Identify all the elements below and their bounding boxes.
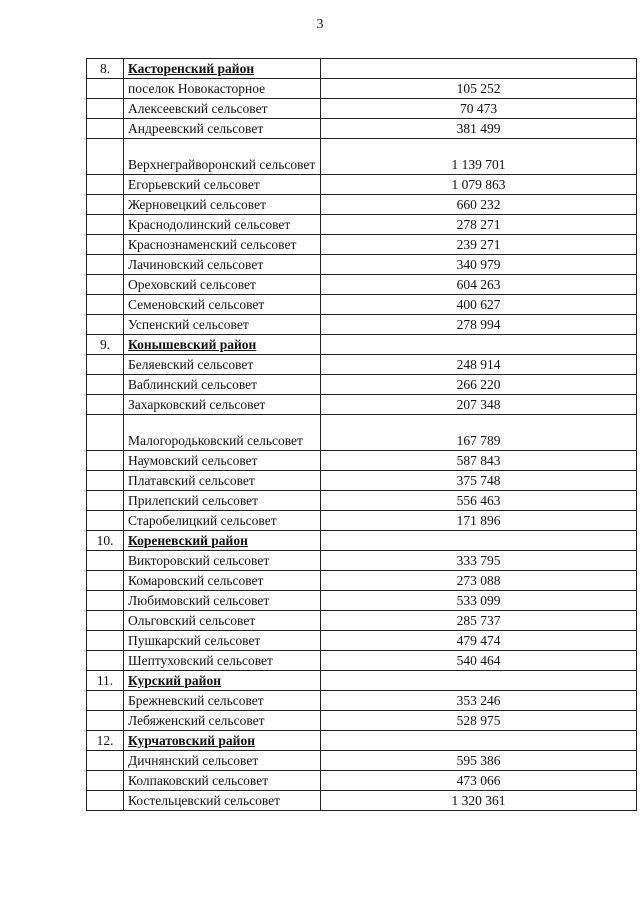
table-row: [87, 491, 637, 511]
settlement-name: Пушкарский сельсовет: [124, 631, 321, 651]
settlement-name: Захарковский сельсовет: [124, 395, 321, 415]
settlement-name: Верхнеграйворонский сельсовет: [124, 139, 321, 175]
amount-value: 1 139 701: [321, 139, 637, 175]
row-number: [87, 611, 124, 631]
settlement-name: Костельцевский сельсовет: [124, 791, 321, 811]
table-row: [87, 315, 637, 335]
table-row: [87, 235, 637, 255]
row-number: [87, 235, 124, 255]
district-row: [87, 731, 637, 751]
table-row: [87, 395, 637, 415]
district-name: Касторенский район: [124, 59, 321, 79]
amount-value: 266 220: [321, 375, 637, 395]
settlement-name: Колпаковский сельсовет: [124, 771, 321, 791]
amount-value: [321, 335, 637, 355]
settlement-name: Малогородьковский сельсовет: [124, 415, 321, 451]
settlement-name: Ореховский сельсовет: [124, 275, 321, 295]
row-number: [87, 551, 124, 571]
amount-value: 604 263: [321, 275, 637, 295]
settlement-name: Егорьевский сельсовет: [124, 175, 321, 195]
row-number: [87, 451, 124, 471]
row-number: [87, 471, 124, 491]
table-row: [87, 79, 637, 99]
settlement-name: Андреевский сельсовет: [124, 119, 321, 139]
table-row: [87, 175, 637, 195]
amount-value: 473 066: [321, 771, 637, 791]
row-number: [87, 119, 124, 139]
table-row: [87, 375, 637, 395]
amount-value: 278 271: [321, 215, 637, 235]
amount-value: [321, 731, 637, 751]
amount-value: 479 474: [321, 631, 637, 651]
table-row: [87, 591, 637, 611]
amount-value: [321, 671, 637, 691]
table-row: [87, 195, 637, 215]
row-number: [87, 651, 124, 671]
row-number: [87, 275, 124, 295]
table-row: [87, 99, 637, 119]
settlement-name: Беляевский сельсовет: [124, 355, 321, 375]
settlement-name: Лебяженский сельсовет: [124, 711, 321, 731]
table-row: [87, 611, 637, 631]
district-row: [87, 531, 637, 551]
amount-value: 1 079 863: [321, 175, 637, 195]
table-row: [87, 631, 637, 651]
amount-value: 285 737: [321, 611, 637, 631]
amount-value: 528 975: [321, 711, 637, 731]
settlement-name: Ольговский сельсовет: [124, 611, 321, 631]
settlement-name: Жерновецкий сельсовет: [124, 195, 321, 215]
row-number: [87, 255, 124, 275]
row-number: [87, 591, 124, 611]
settlement-name: Краснодолинский сельсовет: [124, 215, 321, 235]
district-name: Курский район: [124, 671, 321, 691]
amount-value: 273 088: [321, 571, 637, 591]
row-number: [87, 691, 124, 711]
amount-value: 381 499: [321, 119, 637, 139]
row-number: 12.: [87, 731, 124, 751]
district-row: [87, 335, 637, 355]
row-number: 10.: [87, 531, 124, 551]
amount-value: 105 252: [321, 79, 637, 99]
amount-value: 239 271: [321, 235, 637, 255]
table-row: [87, 751, 637, 771]
table-row: [87, 771, 637, 791]
amount-value: 595 386: [321, 751, 637, 771]
amount-value: 248 914: [321, 355, 637, 375]
amount-value: 171 896: [321, 511, 637, 531]
amount-value: 540 464: [321, 651, 637, 671]
row-number: 11.: [87, 671, 124, 691]
row-number: [87, 491, 124, 511]
row-number: 9.: [87, 335, 124, 355]
settlement-name: Краснознаменский сельсовет: [124, 235, 321, 255]
district-row: [87, 59, 637, 79]
amount-value: 207 348: [321, 395, 637, 415]
table-row: [87, 451, 637, 471]
table-row: [87, 651, 637, 671]
table-row: [87, 791, 637, 811]
amount-value: 533 099: [321, 591, 637, 611]
page-number: 3: [316, 17, 324, 32]
table-row: [87, 551, 637, 571]
amount-value: 660 232: [321, 195, 637, 215]
row-number: [87, 511, 124, 531]
settlement-name: Прилепский сельсовет: [124, 491, 321, 511]
settlement-name: Алексеевский сельсовет: [124, 99, 321, 119]
row-number: [87, 79, 124, 99]
amount-value: 587 843: [321, 451, 637, 471]
settlement-name: Старобелицкий сельсовет: [124, 511, 321, 531]
row-number: [87, 195, 124, 215]
row-number: [87, 751, 124, 771]
settlement-name: Комаровский сельсовет: [124, 571, 321, 591]
amount-value: 333 795: [321, 551, 637, 571]
row-number: [87, 315, 124, 335]
amount-value: 556 463: [321, 491, 637, 511]
row-number: 8.: [87, 59, 124, 79]
table-row: [87, 295, 637, 315]
table-body: [87, 59, 637, 811]
allocation-table: [86, 58, 637, 811]
table-row: [87, 691, 637, 711]
amount-value: 340 979: [321, 255, 637, 275]
table-row: [87, 355, 637, 375]
table-row: [87, 415, 637, 451]
row-number: [87, 711, 124, 731]
table-row: [87, 275, 637, 295]
row-number: [87, 771, 124, 791]
row-number: [87, 295, 124, 315]
settlement-name: Семеновский сельсовет: [124, 295, 321, 315]
row-number: [87, 355, 124, 375]
settlement-name: Шептуховский сельсовет: [124, 651, 321, 671]
district-name: Курчатовский район: [124, 731, 321, 751]
row-number: [87, 175, 124, 195]
row-number: [87, 375, 124, 395]
row-number: [87, 395, 124, 415]
district-name: Кореневский район: [124, 531, 321, 551]
amount-value: 353 246: [321, 691, 637, 711]
table-row: [87, 511, 637, 531]
settlement-name: Любимовский сельсовет: [124, 591, 321, 611]
table-row: [87, 571, 637, 591]
row-number: [87, 99, 124, 119]
table-row: [87, 215, 637, 235]
row-number: [87, 571, 124, 591]
settlement-name: Ваблинский сельсовет: [124, 375, 321, 395]
table-row: [87, 119, 637, 139]
row-number: [87, 791, 124, 811]
row-number: [87, 139, 124, 175]
amount-value: [321, 59, 637, 79]
table-row: [87, 711, 637, 731]
amount-value: 400 627: [321, 295, 637, 315]
amount-value: 1 320 361: [321, 791, 637, 811]
row-number: [87, 631, 124, 651]
settlement-name: поселок Новокасторное: [124, 79, 321, 99]
row-number: [87, 415, 124, 451]
amount-value: 70 473: [321, 99, 637, 119]
settlement-name: Лачиновский сельсовет: [124, 255, 321, 275]
row-number: [87, 215, 124, 235]
settlement-name: Успенский сельсовет: [124, 315, 321, 335]
amount-value: 278 994: [321, 315, 637, 335]
table-row: [87, 471, 637, 491]
amount-value: 375 748: [321, 471, 637, 491]
settlement-name: Дичнянский сельсовет: [124, 751, 321, 771]
district-name: Конышевский район: [124, 335, 321, 355]
settlement-name: Брежневский сельсовет: [124, 691, 321, 711]
settlement-name: Викторовский сельсовет: [124, 551, 321, 571]
settlement-name: Платавский сельсовет: [124, 471, 321, 491]
table-row: [87, 139, 637, 175]
amount-value: [321, 531, 637, 551]
district-row: [87, 671, 637, 691]
table-row: [87, 255, 637, 275]
settlement-name: Наумовский сельсовет: [124, 451, 321, 471]
amount-value: 167 789: [321, 415, 637, 451]
